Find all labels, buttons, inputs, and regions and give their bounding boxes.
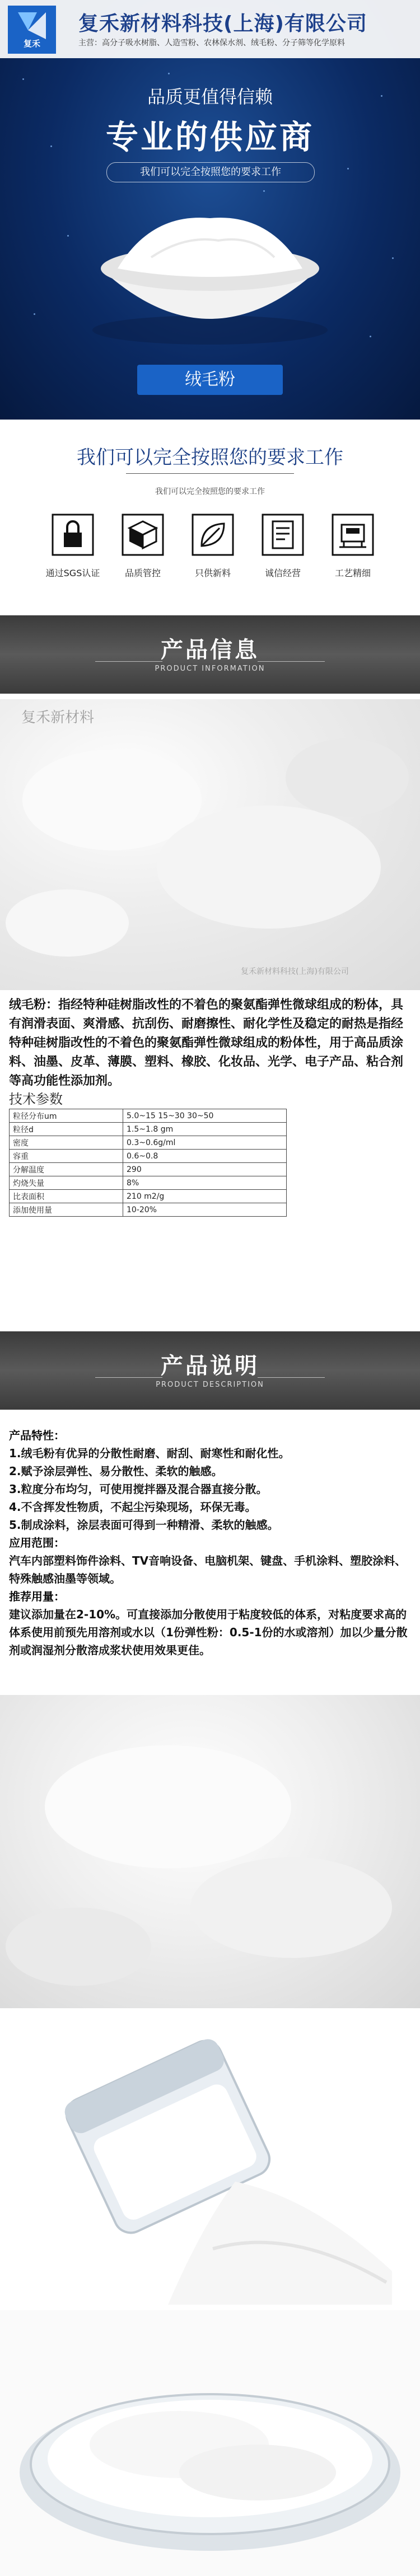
brand-header (0, 0, 420, 58)
lock-icon (52, 514, 94, 556)
recommend-heading: 推荐用量： (9, 1590, 65, 1603)
section-title: 产品说明 (161, 1353, 259, 1379)
feature-line: 3.粒度分布均匀，可使用搅拌器及混合器直接分散。 (9, 1482, 268, 1496)
param-name: 密度 (10, 1136, 123, 1150)
section-subtitle: PRODUCT DESCRIPTION (156, 1381, 264, 1389)
feature-label: 诚信经营 (264, 568, 301, 578)
product-description: 绒毛粉：指经特种硅树脂改性的不着色的聚氨酯弹性微球组成的粉体，具有润滑表面、爽滑感、抗刮伤、耐磨擦性、耐化学性及稳定的耐热是指经特种硅树脂改性的不着色的聚氨酯弹性微球组成的粉体性，用于高品质涂料、油墨、皮革、薄膜、塑料、橡胶、化妆品、光学、电子产品、粘合剂等高功能性添加剂。 (9, 998, 404, 1088)
hero-banner (0, 0, 420, 420)
param-value: 8% (123, 1176, 287, 1190)
promise-title: 我们可以完全按照您的要求工作 (77, 446, 343, 469)
promise-divider (126, 473, 294, 474)
table-row (10, 1190, 287, 1203)
feature-line: 4.不含挥发性物质，不起尘污染现场，环保无毒。 (9, 1500, 256, 1514)
watermark: 复禾新材料科技(上海)有限公司 (241, 967, 349, 976)
table-row (10, 1109, 287, 1123)
section-subtitle: PRODUCT INFORMATION (155, 665, 265, 673)
product-name-tag: 绒毛粉 (137, 365, 283, 395)
dish-image (0, 2310, 420, 2576)
powder-closeup-image (0, 699, 420, 990)
param-name: 容重 (10, 1150, 123, 1163)
hero-tagline-big: 专业的供应商 (105, 118, 314, 156)
powder-pile-texture (0, 1695, 420, 2008)
feature-line: 2.赋予涂层弹性、易分散性、柔软的触感。 (9, 1464, 223, 1478)
feature-line: 5.制成涂料，涂层表面可得到一种精滑、柔软的触感。 (9, 1518, 279, 1532)
application-text: 汽车内部塑料饰件涂料、TV音响设备、电脑机架、键盘、手机涂料、塑胶涂料、特殊触感油墨等领域。 (9, 1554, 407, 1585)
powder-pile-image (0, 1695, 420, 2008)
param-value: 1.5~1.8 gm (123, 1123, 287, 1136)
param-name: 灼烧失量 (10, 1176, 123, 1190)
section-header-info (0, 615, 420, 694)
params-title: 技术参数 (9, 1091, 63, 1107)
table-row (10, 1176, 287, 1190)
product-details (9, 1426, 411, 1659)
table-row (10, 1123, 287, 1136)
jar-illustration (0, 2014, 420, 2305)
table-row (10, 1203, 287, 1217)
dish-illustration (0, 2310, 420, 2576)
hero-tagline-small: 品质更值得信赖 (147, 86, 273, 107)
feature-new-material (185, 514, 241, 579)
features-heading: 产品特性： (9, 1429, 65, 1442)
machine-icon (332, 514, 374, 556)
hero-tagline-pill: 我们可以完全按照您的要求工作 (106, 162, 315, 182)
document-icon (262, 514, 304, 556)
table-row (10, 1163, 287, 1176)
company-business: 主营：高分子吸水树脂、人造雪粉、农林保水剂、绒毛粉、分子筛等化学原料 (78, 39, 345, 48)
param-name: 分解温度 (10, 1163, 123, 1176)
watermark: 复禾新材料 (21, 709, 95, 726)
param-value: 0.3~0.6g/ml (123, 1136, 287, 1150)
feature-integrity (255, 514, 311, 579)
company-name: 复禾新材料科技(上海)有限公司 (78, 12, 367, 35)
promise-subtitle: 我们可以完全按照您的要求工作 (155, 487, 265, 496)
param-name: 粒径分布um (10, 1109, 123, 1123)
feature-label: 工艺精细 (334, 568, 371, 578)
param-name: 比表面积 (10, 1190, 123, 1203)
box-icon (122, 514, 164, 556)
feature-label: 通过SGS认证 (45, 568, 100, 578)
param-name: 粒径d (10, 1123, 123, 1136)
params-table (9, 1109, 287, 1217)
recommend-text: 建议添加量在2-10%。可直接添加分散使用于粘度较低的体系，对粘度要求高的体系使用前预先用溶剂或水以（1份弹性粉：0.5-1份的水或溶剂）加以少量分散剂或润湿剂分散溶成浆状使用效果更佳。 (9, 1608, 408, 1657)
feature-sgs (45, 514, 101, 579)
feature-line: 1.绒毛粉有优异的分散性耐磨、耐刮、耐寒性和耐化性。 (9, 1447, 290, 1460)
powder-texture (0, 699, 420, 990)
logo-text: 复禾 (23, 39, 40, 49)
param-name: 添加使用量 (10, 1203, 123, 1217)
leaf-icon (192, 514, 234, 556)
param-value: 5.0~15 15~30 30~50 (123, 1109, 287, 1123)
param-value: 290 (123, 1163, 287, 1176)
table-row (10, 1150, 287, 1163)
table-row (10, 1136, 287, 1150)
jar-image (0, 2014, 420, 2305)
feature-label: 品质管控 (124, 568, 161, 578)
application-heading: 应用范围： (9, 1536, 65, 1550)
powder-bowl-image (84, 201, 336, 347)
feature-craft (325, 514, 381, 579)
param-value: 210 m2/g (123, 1190, 287, 1203)
feature-icons (45, 514, 381, 597)
param-value: 0.6~0.8 (123, 1150, 287, 1163)
section-header-desc (0, 1331, 420, 1410)
section-title: 产品信息 (161, 637, 259, 663)
company-logo (8, 6, 56, 54)
feature-label: 只供新料 (194, 568, 231, 578)
feature-quality (115, 514, 171, 579)
param-value: 10-20% (123, 1203, 287, 1217)
